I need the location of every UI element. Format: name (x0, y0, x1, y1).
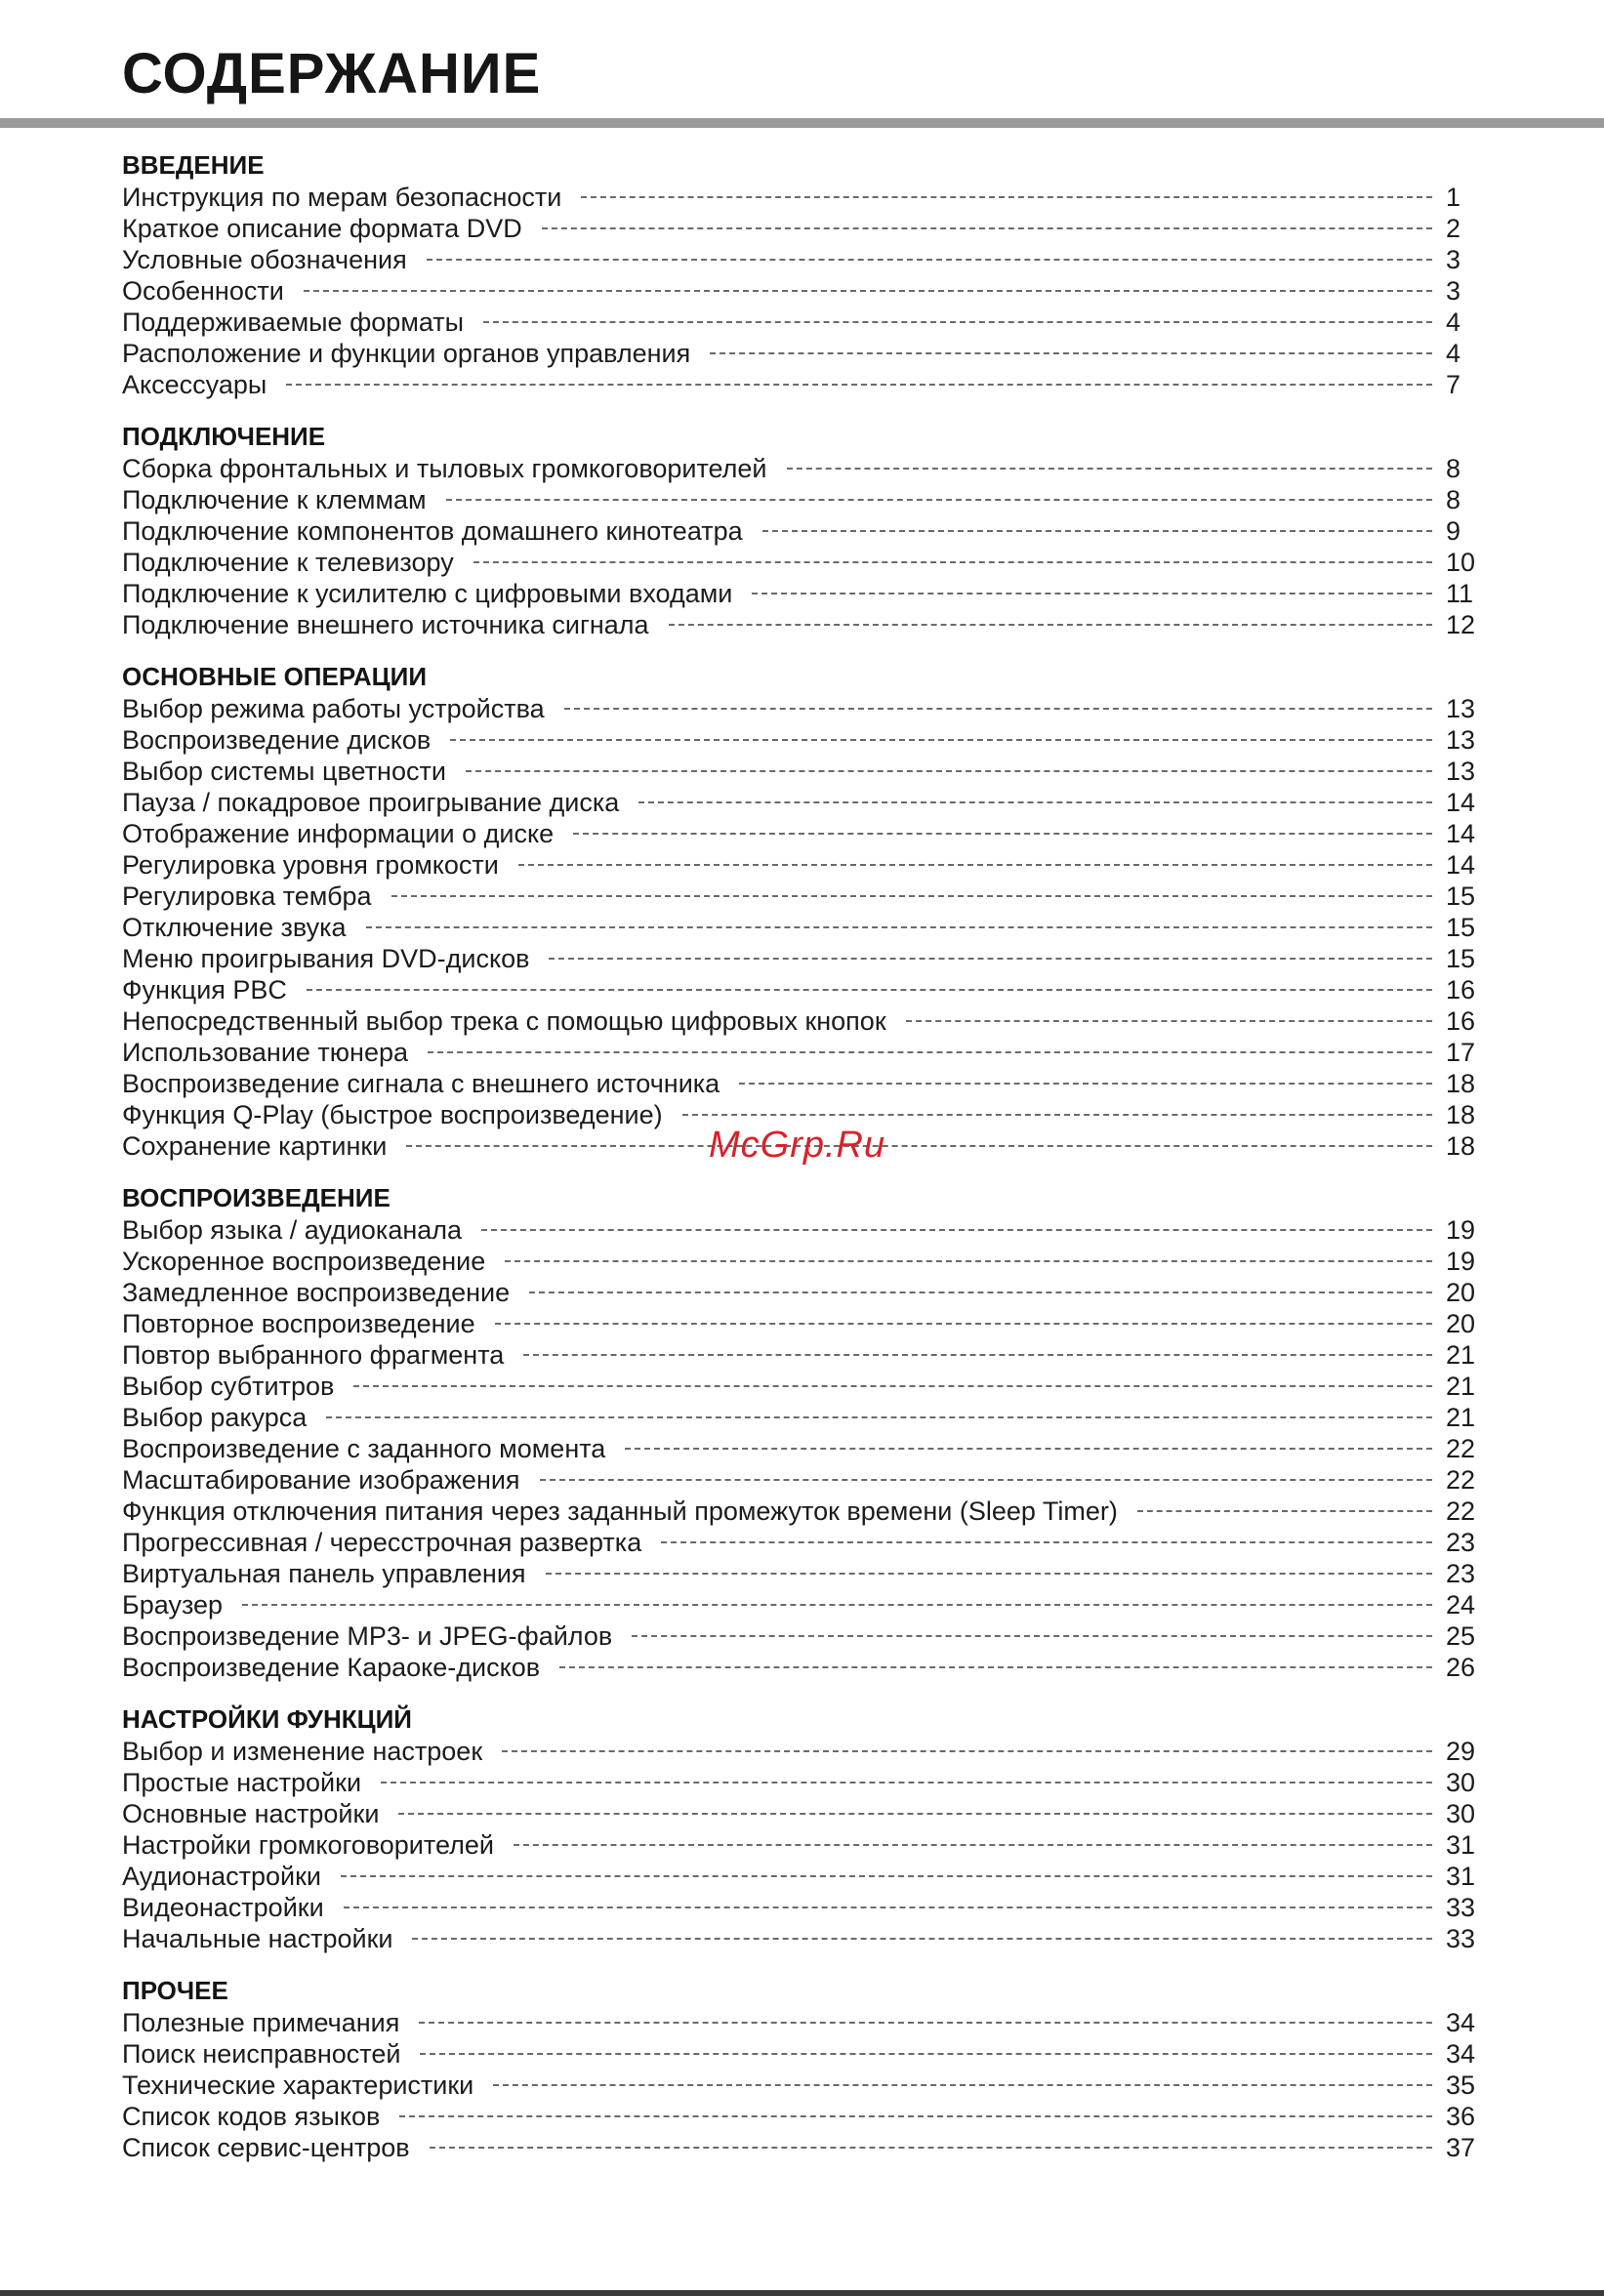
dotted-leader (632, 1635, 1432, 1637)
entry-page-number: 29 (1446, 1737, 1476, 1766)
entry-page-number: 36 (1446, 2102, 1476, 2131)
entry-title: Пауза / покадровое проигрывание диска (122, 788, 620, 817)
entry-page-number: 13 (1446, 725, 1476, 755)
toc-section (122, 148, 1481, 400)
entry-page-number: 3 (1446, 276, 1461, 306)
entry-title: Особенности (122, 276, 284, 306)
entry-page-number: 19 (1446, 1215, 1476, 1245)
toc-section (122, 1974, 1481, 2163)
toc-entry[interactable] (122, 787, 1481, 818)
entry-title: Воспроизведение дисков (122, 725, 432, 755)
entry-page-number: 15 (1446, 944, 1476, 973)
entry-title: Полезные примечания (122, 2008, 400, 2037)
toc-entry[interactable] (122, 1892, 1481, 1923)
entry-page-number: 19 (1446, 1247, 1476, 1276)
toc-entry[interactable] (122, 1339, 1481, 1371)
entry-page-number: 34 (1446, 2008, 1476, 2037)
toc-entry[interactable] (122, 275, 1481, 307)
entry-page-number: 23 (1446, 1528, 1476, 1557)
entry-page-number: 8 (1446, 454, 1461, 483)
entry-title: Расположение и функции органов управления (122, 339, 691, 368)
entry-title: Поиск неисправностей (122, 2039, 401, 2069)
section-heading: ВОСПРОИЗВЕДЕНИЕ (122, 1183, 391, 1212)
watermark: McGrp.Ru (709, 1125, 886, 1166)
dotted-leader (549, 958, 1432, 960)
dotted-leader (518, 864, 1432, 866)
toc-entry[interactable] (122, 244, 1481, 275)
entry-title: Выбор системы цветности (122, 757, 446, 786)
toc-entry[interactable] (122, 484, 1481, 515)
entry-page-number: 26 (1446, 1653, 1476, 1682)
entry-title: Масштабирование изображения (122, 1465, 520, 1495)
toc-entry[interactable] (122, 1496, 1481, 1527)
entry-title: Функция PBC (122, 975, 287, 1004)
dotted-leader (529, 1292, 1432, 1293)
toc-entry[interactable] (122, 1527, 1481, 1558)
toc-entry[interactable] (122, 881, 1481, 912)
toc-entry[interactable] (122, 1620, 1481, 1652)
dotted-leader (446, 499, 1432, 501)
dotted-leader (710, 352, 1432, 354)
dotted-leader (564, 708, 1432, 710)
dotted-leader (906, 1020, 1432, 1022)
entry-title: Повторное воспроизведение (122, 1309, 475, 1338)
dotted-leader (493, 2084, 1432, 2086)
toc-entry[interactable] (122, 1861, 1481, 1892)
entry-page-number: 33 (1446, 1924, 1476, 1953)
dotted-leader (473, 561, 1432, 563)
dotted-leader (502, 1750, 1432, 1752)
toc-entry[interactable] (122, 1308, 1481, 1339)
entry-page-number: 35 (1446, 2070, 1476, 2100)
dotted-leader (483, 321, 1432, 323)
entry-title: Список кодов языков (122, 2102, 381, 2131)
entry-page-number: 23 (1446, 1559, 1476, 1588)
entry-title: Сборка фронтальных и тыловых громкоговорителей (122, 454, 767, 483)
section-heading: НАСТРОЙКИ ФУНКЦИЙ (122, 1704, 412, 1734)
entry-page-number: 21 (1446, 1340, 1476, 1370)
dotted-leader (762, 530, 1432, 532)
entry-title: Отключение звука (122, 913, 347, 942)
dotted-leader (430, 2147, 1432, 2149)
entry-title: Непосредственный выбор трека с помощью цифровых кнопок (122, 1006, 886, 1036)
section-heading: ОСНОВНЫЕ ОПЕРАЦИИ (122, 662, 428, 691)
entry-title: Воспроизведение Караоке-дисков (122, 1653, 541, 1682)
entry-page-number: 16 (1446, 975, 1476, 1004)
entry-title: Повтор выбранного фрагмента (122, 1340, 505, 1370)
entry-title: Настройки громкоговорителей (122, 1830, 494, 1860)
toc-entry[interactable] (122, 1589, 1481, 1620)
dotted-leader (326, 1416, 1432, 1418)
toc-entry[interactable] (122, 974, 1481, 1005)
entry-title: Список сервис-центров (122, 2133, 410, 2162)
entry-title: Простые настройки (122, 1768, 362, 1797)
toc-entry[interactable] (122, 2101, 1481, 2132)
entry-page-number: 10 (1446, 548, 1476, 577)
entry-page-number: 20 (1446, 1309, 1476, 1338)
entry-page-number: 17 (1446, 1038, 1476, 1067)
toc-entry[interactable] (122, 609, 1481, 640)
toc-entry[interactable] (122, 756, 1481, 787)
dotted-leader (542, 227, 1432, 229)
entry-page-number: 33 (1446, 1893, 1476, 1922)
section-heading: ПОДКЛЮЧЕНИЕ (122, 422, 326, 451)
entry-page-number: 2 (1446, 214, 1461, 243)
entry-page-number: 21 (1446, 1403, 1476, 1432)
dotted-leader (787, 468, 1432, 470)
entry-page-number: 16 (1446, 1006, 1476, 1036)
entry-title: Аудионастройки (122, 1862, 321, 1891)
toc-entry[interactable] (122, 578, 1481, 609)
entry-page-number: 11 (1446, 579, 1474, 608)
entry-title: Краткое описание формата DVD (122, 214, 522, 243)
toc-entry[interactable] (122, 1402, 1481, 1433)
toc-entry[interactable] (122, 369, 1481, 400)
entry-title: Выбор субтитров (122, 1372, 335, 1401)
toc-entry[interactable] (122, 943, 1481, 974)
toc-entry[interactable] (122, 1829, 1481, 1861)
entry-page-number: 22 (1446, 1465, 1476, 1495)
entry-title: Поддерживаемые форматы (122, 308, 465, 337)
dotted-leader (638, 801, 1432, 803)
toc-entry[interactable] (122, 693, 1481, 724)
dotted-leader (419, 2022, 1432, 2024)
entry-page-number: 15 (1446, 882, 1476, 911)
entry-title: Функция Q-Play (быстрое воспроизведение) (122, 1100, 663, 1129)
title-divider (0, 118, 1604, 128)
entry-title: Инструкция по мерам безопасности (122, 183, 562, 212)
entry-title: Подключение к клеммам (122, 485, 427, 514)
entry-page-number: 13 (1446, 757, 1476, 786)
entry-title: Технические характеристики (122, 2070, 474, 2100)
entry-title: Видеонастройки (122, 1893, 324, 1922)
entry-title: Выбор языка / аудиоканала (122, 1215, 463, 1245)
toc-entry[interactable] (122, 1037, 1481, 1068)
entry-title: Воспроизведение сигнала с внешнего источника (122, 1069, 720, 1098)
toc-entry[interactable] (122, 818, 1481, 849)
entry-title: Отображение информации о диске (122, 819, 555, 848)
entry-page-number: 3 (1446, 245, 1461, 274)
toc-entry[interactable] (122, 1652, 1481, 1683)
toc-entry[interactable] (122, 1277, 1481, 1308)
section-heading: ПРОЧЕЕ (122, 1976, 228, 2005)
entry-page-number: 15 (1446, 913, 1476, 942)
toc-entry[interactable] (122, 849, 1481, 881)
entry-page-number: 13 (1446, 694, 1476, 723)
dotted-leader (661, 1541, 1432, 1543)
entry-page-number: 14 (1446, 788, 1476, 817)
entry-title: Выбор режима работы устройства (122, 694, 545, 723)
toc-entry[interactable] (122, 515, 1481, 547)
entry-page-number: 34 (1446, 2039, 1476, 2069)
dotted-leader (381, 1782, 1432, 1784)
entry-title: Аксессуары (122, 370, 267, 399)
dotted-leader (523, 1354, 1432, 1356)
entry-page-number: 9 (1446, 516, 1461, 546)
entry-title: Прогрессивная / чересстрочная развертка (122, 1528, 642, 1557)
dotted-leader (481, 1229, 1432, 1231)
page-title: СОДЕРЖАНИЕ (122, 42, 542, 105)
toc-entry[interactable] (122, 338, 1481, 369)
toc-entry[interactable] (122, 2132, 1481, 2163)
entry-title: Подключение внешнего источника сигнала (122, 610, 649, 639)
dotted-leader (505, 1260, 1432, 1262)
dotted-leader (514, 1844, 1432, 1846)
toc-entry[interactable] (122, 1214, 1481, 1246)
toc-entry[interactable] (122, 724, 1481, 756)
entry-title: Начальные настройки (122, 1924, 393, 1953)
dotted-leader (391, 895, 1432, 897)
entry-title: Регулировка уровня громкости (122, 850, 499, 880)
dotted-leader (540, 1479, 1432, 1481)
dotted-leader (581, 196, 1432, 198)
toc-entry[interactable] (122, 1246, 1481, 1277)
bottom-divider (0, 2290, 1604, 2296)
dotted-leader (625, 1448, 1432, 1450)
toc-section (122, 420, 1481, 640)
toc-entry[interactable] (122, 547, 1481, 578)
dotted-leader (428, 1051, 1432, 1053)
entry-page-number: 25 (1446, 1621, 1476, 1651)
dotted-leader (242, 1604, 1432, 1606)
toc-entry[interactable] (122, 182, 1481, 213)
toc-entry[interactable] (122, 1464, 1481, 1496)
toc-section (122, 1702, 1481, 1954)
toc-entry[interactable] (122, 2007, 1481, 2038)
entry-title: Воспроизведение с заданного момента (122, 1434, 606, 1463)
dotted-leader (420, 2053, 1432, 2055)
dotted-leader (353, 1385, 1432, 1387)
entry-page-number: 20 (1446, 1278, 1476, 1307)
dotted-leader (1137, 1510, 1432, 1512)
entry-title: Условные обозначения (122, 245, 407, 274)
dotted-leader (669, 624, 1432, 626)
entry-title: Виртуальная панель управления (122, 1559, 526, 1588)
entry-page-number: 22 (1446, 1496, 1476, 1526)
toc-section (122, 660, 1481, 1162)
entry-page-number: 4 (1446, 308, 1461, 337)
toc-section (122, 1181, 1481, 1683)
dotted-leader (739, 1083, 1432, 1085)
entry-page-number: 37 (1446, 2133, 1476, 2162)
entry-page-number: 22 (1446, 1434, 1476, 1463)
dotted-leader (412, 1938, 1432, 1940)
toc-entry[interactable] (122, 1923, 1481, 1954)
entry-page-number: 14 (1446, 850, 1476, 880)
toc-entry[interactable] (122, 1068, 1481, 1099)
dotted-leader (466, 770, 1432, 772)
toc-entry[interactable] (122, 1558, 1481, 1589)
entry-title: Регулировка тембра (122, 882, 372, 911)
entry-title: Подключение к усилителю с цифровыми входами (122, 579, 733, 608)
entry-page-number: 31 (1446, 1862, 1476, 1891)
dotted-leader (399, 2115, 1432, 2117)
entry-page-number: 31 (1446, 1830, 1476, 1860)
dotted-leader (573, 833, 1432, 835)
dotted-leader (450, 739, 1432, 741)
entry-page-number: 8 (1446, 485, 1461, 514)
dotted-leader (398, 1813, 1432, 1815)
entry-title: Основные настройки (122, 1799, 380, 1828)
entry-title: Подключение компонентов домашнего кинотеатра (122, 516, 743, 546)
entry-page-number: 7 (1446, 370, 1461, 399)
entry-page-number: 18 (1446, 1069, 1476, 1098)
toc-entry[interactable] (122, 453, 1481, 484)
entry-page-number: 24 (1446, 1590, 1476, 1620)
dotted-leader (304, 290, 1432, 292)
entry-page-number: 30 (1446, 1799, 1476, 1828)
toc-entry[interactable] (122, 1736, 1481, 1767)
dotted-leader (546, 1573, 1432, 1575)
entry-page-number: 30 (1446, 1768, 1476, 1797)
entry-title: Замедленное воспроизведение (122, 1278, 511, 1307)
dotted-leader (682, 1114, 1432, 1116)
entry-title: Сохранение картинки (122, 1131, 388, 1161)
entry-page-number: 21 (1446, 1372, 1476, 1401)
entry-page-number: 4 (1446, 339, 1461, 368)
entry-title: Использование тюнера (122, 1038, 409, 1067)
dotted-leader (366, 926, 1432, 928)
entry-page-number: 18 (1446, 1131, 1476, 1161)
entry-title: Ускоренное воспроизведение (122, 1247, 486, 1276)
toc-entry[interactable] (122, 307, 1481, 338)
entry-title: Воспроизведение MP3- и JPEG-файлов (122, 1621, 613, 1651)
entry-title: Меню проигрывания DVD-дисков (122, 944, 530, 973)
entry-title: Выбор ракурса (122, 1403, 308, 1432)
dotted-leader (752, 593, 1432, 594)
entry-title: Выбор и изменение настроек (122, 1737, 483, 1766)
toc-entry[interactable] (122, 912, 1481, 943)
dotted-leader (344, 1906, 1432, 1908)
dotted-leader (286, 384, 1432, 386)
toc-entry[interactable] (122, 2070, 1481, 2101)
toc-entry[interactable] (122, 1767, 1481, 1798)
entry-page-number: 14 (1446, 819, 1476, 848)
toc-entry[interactable] (122, 1433, 1481, 1464)
entry-page-number: 18 (1446, 1100, 1476, 1129)
dotted-leader (495, 1323, 1432, 1325)
dotted-leader (427, 259, 1432, 261)
dotted-leader (406, 1145, 1432, 1147)
dotted-leader (307, 989, 1432, 991)
section-heading: ВВЕДЕНИЕ (122, 150, 265, 180)
entry-page-number: 1 (1446, 183, 1461, 212)
dotted-leader (559, 1666, 1432, 1668)
toc-entry[interactable] (122, 2038, 1481, 2070)
toc-entry[interactable] (122, 1005, 1481, 1037)
toc-entry[interactable] (122, 1371, 1481, 1402)
toc-entry[interactable] (122, 1798, 1481, 1829)
entry-title: Функция отключения питания через заданный промежуток времени (Sleep Timer) (122, 1496, 1118, 1526)
toc-entry[interactable] (122, 213, 1481, 244)
dotted-leader (341, 1875, 1432, 1877)
entry-title: Подключение к телевизору (122, 548, 454, 577)
entry-title: Браузер (122, 1590, 224, 1620)
entry-page-number: 12 (1446, 610, 1476, 639)
